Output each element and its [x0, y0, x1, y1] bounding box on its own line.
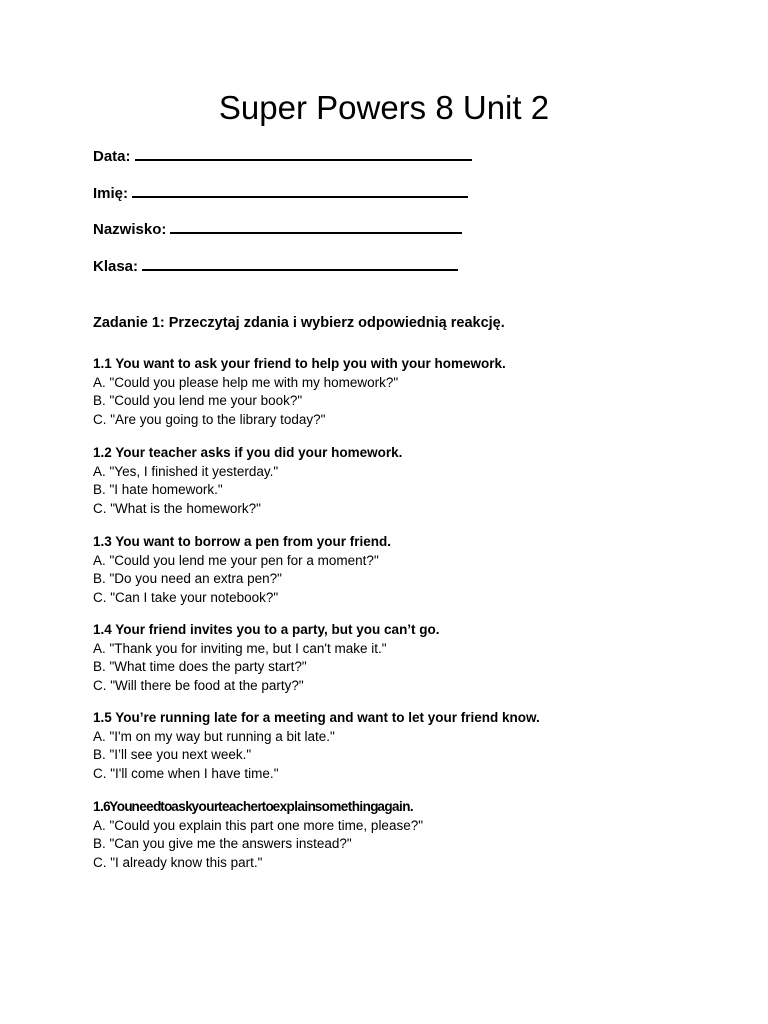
first-name-label: Imię:: [93, 185, 129, 202]
question-text: 1.4 Your friend invites you to a party, but you can’t go.: [93, 622, 440, 637]
option-a: A. "Could you lend me your pen for a moment?": [93, 552, 379, 568]
question-1-5: [93, 709, 733, 783]
option-c: C. "Will there be food at the party?": [93, 677, 304, 693]
option-a: A. "Could you please help me with my homework?": [93, 374, 399, 390]
first-name-field: [93, 184, 468, 203]
option-c: C. "Can I take your notebook?": [93, 589, 279, 605]
option-a: A. "Could you explain this part one more time, please?": [93, 817, 424, 833]
question-1-4: [93, 621, 733, 695]
question-1-3: [93, 533, 733, 607]
date-blank-line: [135, 147, 472, 161]
class-label: Klasa:: [93, 258, 139, 275]
class-blank-line: [142, 257, 458, 271]
question-1-1: [93, 355, 733, 429]
option-b: B. "Could you lend me your book?": [93, 393, 303, 408]
question-text: 1.5 You’re running late for a meeting and want to let your friend know.: [93, 710, 540, 725]
option-c: C. "I already know this part.": [93, 854, 263, 870]
last-name-label: Nazwisko:: [93, 221, 167, 238]
task-heading: Zadanie 1: Przeczytaj zdania i wybierz odpowiednią reakcję.: [93, 315, 505, 331]
date-label: Data:: [93, 148, 131, 165]
question-1-6: [93, 798, 733, 872]
option-c: C. "I'll come when I have time.": [93, 765, 279, 781]
question-text: 1.6 You need to ask your teacher to explain something again.: [93, 799, 414, 814]
class-field: [93, 257, 458, 276]
page-title: Super Powers 8 Unit 2: [218, 89, 550, 126]
option-c: C. "Are you going to the library today?": [93, 411, 326, 427]
option-b: B. "I’ll see you next week.": [93, 747, 252, 762]
first-name-blank-line: [132, 184, 468, 198]
question-text: 1.1 You want to ask your friend to help you with your homework.: [93, 356, 506, 371]
question-text: 1.3 You want to borrow a pen from your friend.: [93, 534, 392, 549]
option-a: A. "Yes, I finished it yesterday.": [93, 463, 279, 479]
option-a: A. "Thank you for inviting me, but I can't make it.": [93, 640, 387, 656]
option-a: A. "I'm on my way but running a bit late.": [93, 728, 335, 744]
last-name-field: [93, 220, 462, 239]
question-text: 1.2 Your teacher asks if you did your homework.: [93, 445, 403, 460]
option-b: B. "Can you give me the answers instead?": [93, 836, 352, 851]
option-b: B. "Do you need an extra pen?": [93, 571, 282, 586]
date-field: [93, 147, 472, 166]
last-name-blank-line: [170, 220, 462, 234]
option-b: B. "I hate homework.": [93, 482, 223, 497]
question-1-2: [93, 444, 733, 518]
option-c: C. "What is the homework?": [93, 500, 261, 516]
option-b: B. "What time does the party start?": [93, 659, 307, 674]
